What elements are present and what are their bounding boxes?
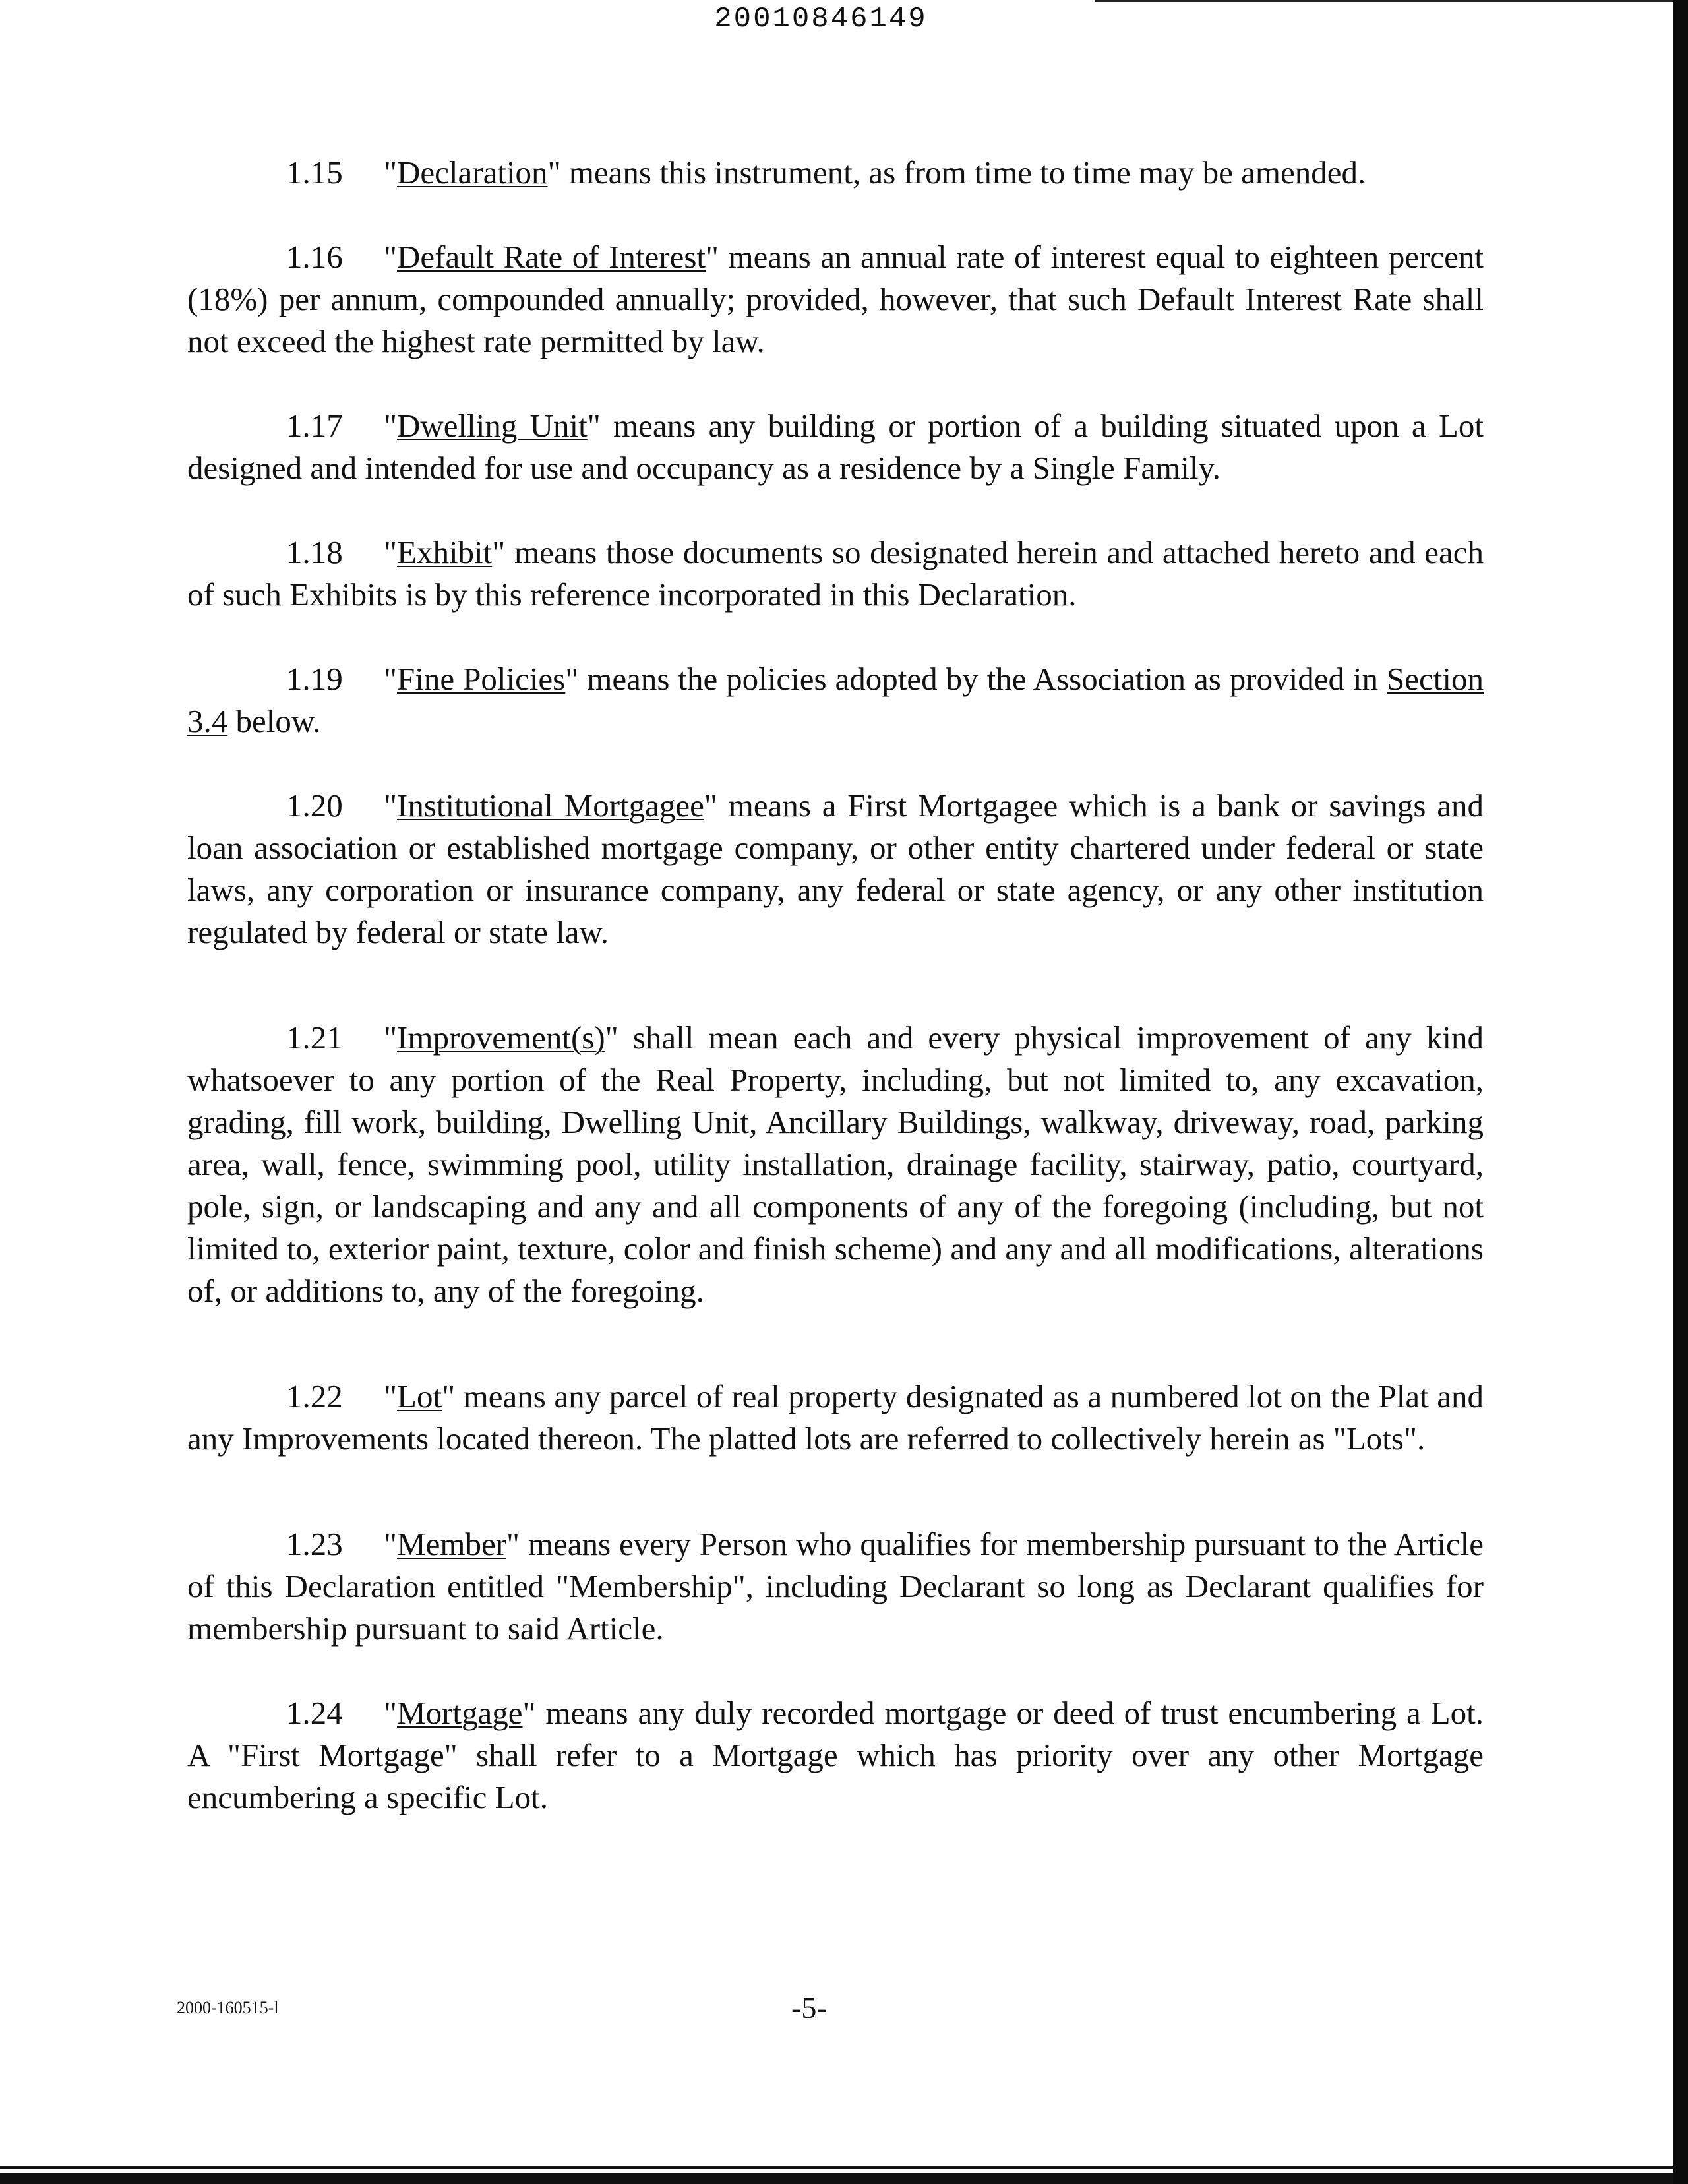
- definition-text: " means any parcel of real property designated as a numbered lot on the Plat and any Improvements located thereon. The platted lots are referred to collectively herein as "Lots".: [187, 1378, 1484, 1457]
- definition-text: " shall mean each and every physical improvement of any kind whatsoever to any portion of the Real Property, including, but not limited to, any excavation, grading, fill work, building, Dwelling Unit, Ancillary Buildings, walkway, driveway, road, parking area, wall, fence, swimming pool, utility installation, drainage facility, stairway, patio, courtyard, pole, sign, or landscaping and any and all components of any of the foregoing (including, but not limited to, exterior paint, texture, color and finish scheme) and any and all modifications, alterations of, or additions to, any of the foregoing.: [187, 1019, 1484, 1309]
- page-number: -5-: [791, 1991, 827, 2024]
- defined-term: Lot: [397, 1378, 442, 1414]
- section-reference: Section 3.4: [187, 661, 1484, 739]
- definition-text: " means an annual rate of interest equal to eighteen percent (18%) per annum, compounded annually; provided, however, that such Default Interest Rate shall not exceed the highest rate permitted by law.: [187, 239, 1484, 359]
- section-number: 1.19: [286, 661, 343, 697]
- document-number: 20010846149: [714, 3, 928, 36]
- definition-1-19: 1.19 "Fine Policies" means the policies adopted by the Association as provided in Section 3.4 below.: [187, 658, 1484, 743]
- defined-term: Improvement(s): [397, 1019, 605, 1056]
- definition-text: " means the policies adopted by the Association as provided in: [565, 661, 1387, 697]
- section-number: 1.16: [286, 239, 343, 275]
- scan-right-border: [1673, 0, 1688, 2184]
- defined-term: Institutional Mortgagee: [397, 787, 704, 824]
- section-number: 1.21: [286, 1019, 343, 1056]
- definition-1-21: 1.21 "Improvement(s)" shall mean each and every physical improvement of any kind whatsoever to any portion of the Real Property, including, but not limited to, any excavation, grading, fill work, building, Dwelling Unit, Ancillary Buildings, walkway, driveway, road, parking area, wall, fence, swimming pool, utility installation, drainage facility, stairway, patio, courtyard, pole, sign, or landscaping and any and all components of any of the foregoing (including, but not limited to, exterior paint, texture, color and finish scheme) and any and all modifications, alterations of, or additions to, any of the foregoing.: [187, 1017, 1484, 1312]
- section-number: 1.15: [286, 154, 343, 191]
- section-number: 1.18: [286, 534, 343, 570]
- section-number: 1.24: [286, 1695, 343, 1731]
- defined-term: Dwelling Unit: [397, 408, 588, 444]
- defined-term: Fine Policies: [397, 661, 566, 697]
- footer-document-id: 2000-160515-l: [177, 1998, 279, 2017]
- section-number: 1.17: [286, 408, 343, 444]
- definition-1-23: 1.23 "Member" means every Person who qualifies for membership pursuant to the Article of this Declaration entitled "Membership", including Declarant so long as Declarant qualifies for membership pursuant to said Article.: [187, 1523, 1484, 1650]
- top-rule: [1095, 0, 1688, 2]
- section-number: 1.23: [286, 1526, 343, 1562]
- definition-text: " means any duly recorded mortgage or deed of trust encumbering a Lot. A "First Mortgage" shall refer to a Mortgage which has priority over any other Mortgage encumbering a specific Lot.: [187, 1695, 1484, 1815]
- definition-text: " means this instrument, as from time to time may be amended.: [547, 154, 1366, 191]
- section-number: 1.22: [286, 1378, 343, 1414]
- defined-term: Declaration: [397, 154, 548, 191]
- section-number: 1.20: [286, 787, 343, 824]
- definition-1-20: 1.20 "Institutional Mortgagee" means a First Mortgagee which is a bank or savings and loan association or established mortgage company, or other entity chartered under federal or state laws, any corporation or insurance company, any federal or state agency, or any other institution regulated by federal or state law.: [187, 785, 1484, 954]
- definition-tail: below.: [227, 703, 321, 739]
- definition-1-17: 1.17 "Dwelling Unit" means any building or portion of a building situated upon a Lot designed and intended for use and occupancy as a residence by a Single Family.: [187, 405, 1484, 489]
- definition-1-16: 1.16 "Default Rate of Interest" means an annual rate of interest equal to eighteen percent (18%) per annum, compounded annually; provided, however, that such Default Interest Rate shall not exceed the highest rate permitted by law.: [187, 236, 1484, 363]
- defined-term: Exhibit: [397, 534, 493, 570]
- bottom-rule: [0, 2166, 1673, 2169]
- definition-text: " means any building or portion of a building situated upon a Lot designed and intended for use and occupancy as a residence by a Single Family.: [187, 408, 1484, 486]
- definition-text: " means those documents so designated herein and attached hereto and each of such Exhibits is by this reference incorporated in this Declaration.: [187, 534, 1484, 613]
- defined-term: Default Rate of Interest: [397, 239, 706, 275]
- definition-1-15: 1.15 "Declaration" means this instrument, as from time to time may be amended.: [187, 152, 1484, 194]
- scan-bottom-border: [0, 2173, 1673, 2184]
- definition-text: " means a First Mortgagee which is a bank or savings and loan association or established mortgage company, or other entity chartered under federal or state laws, any corporation or insurance company, any federal or state agency, or any other institution regulated by federal or state law.: [187, 787, 1484, 950]
- definition-text: " means every Person who qualifies for membership pursuant to the Article of this Declaration entitled "Membership", including Declarant so long as Declarant qualifies for membership pursuant to said Article.: [187, 1526, 1484, 1647]
- defined-term: Member: [397, 1526, 507, 1562]
- definition-1-22: 1.22 "Lot" means any parcel of real property designated as a numbered lot on the Plat and any Improvements located thereon. The platted lots are referred to collectively herein as "Lots".: [187, 1376, 1484, 1460]
- definition-1-18: 1.18 "Exhibit" means those documents so designated herein and attached hereto and each of such Exhibits is by this reference incorporated in this Declaration.: [187, 531, 1484, 616]
- defined-term: Mortgage: [397, 1695, 523, 1731]
- definitions-body: [187, 152, 1484, 1861]
- definition-1-24: 1.24 "Mortgage" means any duly recorded mortgage or deed of trust encumbering a Lot. A "First Mortgage" shall refer to a Mortgage which has priority over any other Mortgage encumbering a specific Lot.: [187, 1692, 1484, 1819]
